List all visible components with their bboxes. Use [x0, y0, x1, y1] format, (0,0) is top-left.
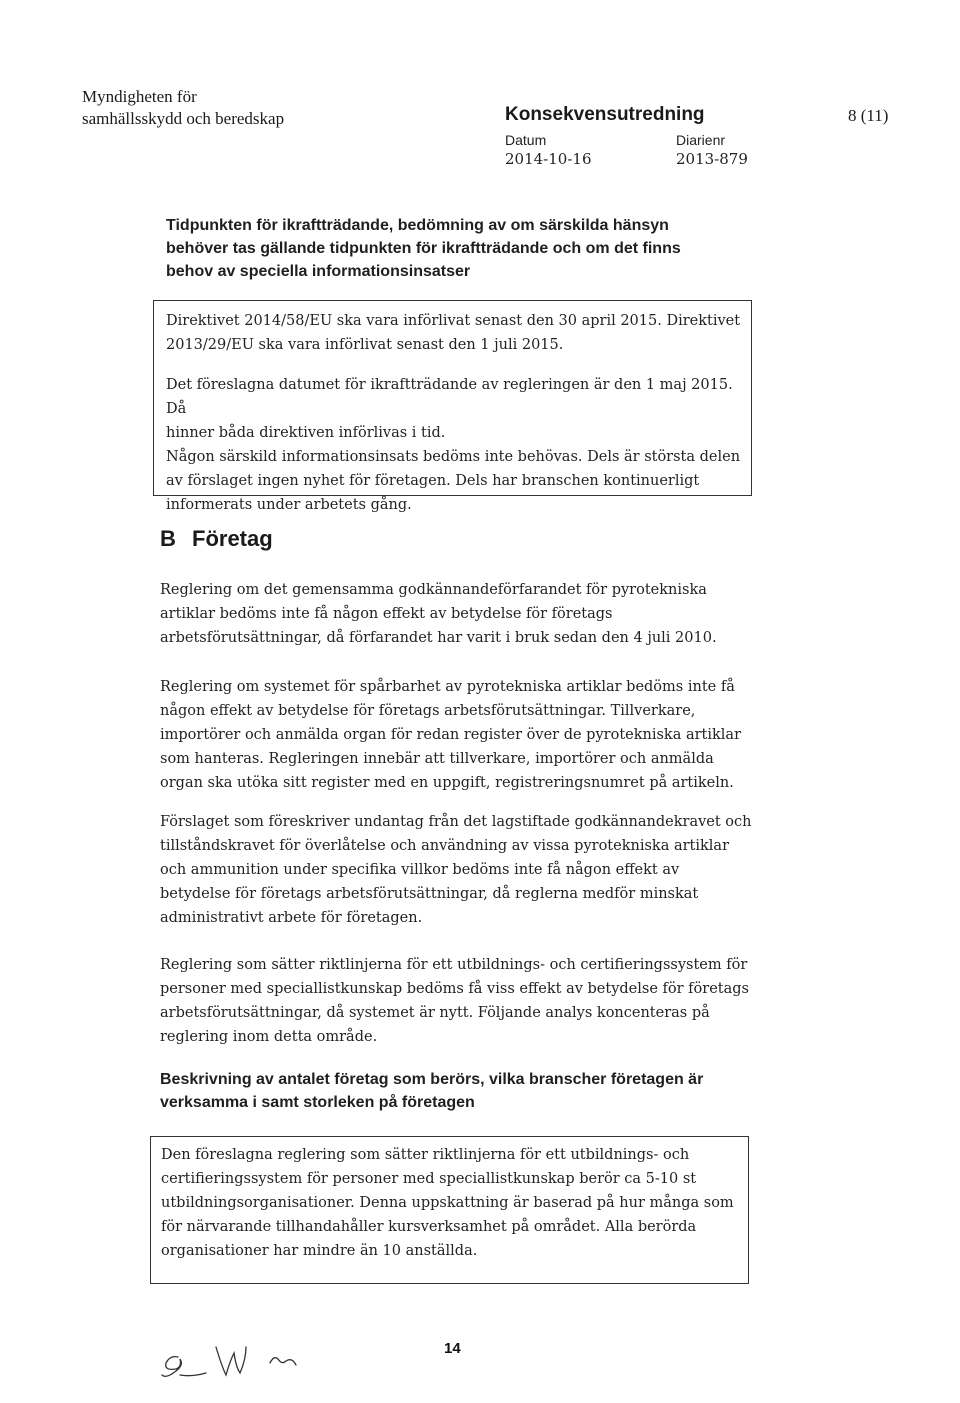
section-heading-companies: [160, 1068, 703, 1114]
handwritten-initials: [158, 1335, 338, 1385]
body-paragraph: [160, 578, 760, 650]
box-line: av förslaget ingen nyhet för företagen. Dels har branschen kontinuerligt: [166, 473, 700, 489]
section-heading-timing: [166, 214, 681, 283]
box-line: organisationer har mindre än 10 anställda.: [161, 1243, 478, 1259]
para-line: arbetsförutsättningar, då systemet är nytt. Följande analys koncenteras på: [160, 1005, 710, 1021]
organization-name: [82, 86, 284, 130]
heading-line: verksamma i samt storleken på företagen: [160, 1094, 475, 1111]
para-line: organ ska utöka sitt register med en uppgift, registreringsnumret på artikeln.: [160, 775, 734, 791]
registration-value: 2013-879: [676, 150, 748, 168]
para-line: reglering inom detta område.: [160, 1029, 378, 1045]
org-line-1: Myndigheten för: [82, 87, 197, 106]
body-paragraph: [160, 675, 760, 795]
para-line: Reglering som sätter riktlinjerna för ett utbildnings- och certifieringssystem för: [160, 957, 748, 973]
para-line: någon effekt av betydelse för företags arbetsförutsättningar. Tillverkare,: [160, 703, 696, 719]
box-line: 2013/29/EU ska vara införlivat senast den 1 juli 2015.: [166, 337, 564, 353]
body-paragraph: [160, 953, 760, 1049]
box-paragraph: [166, 373, 751, 517]
date-value: 2014-10-16: [505, 150, 592, 168]
box-line: för närvarande tillhandahåller kursverksamhet på området. Alla berörda: [161, 1219, 697, 1235]
page-number: 8 (11): [848, 106, 889, 125]
box-line: certifieringssystem för personer med speciallistkunskap berör ca 5-10 st: [161, 1171, 697, 1187]
box-line: Det föreslagna datumet för ikraftträdande av regleringen är den 1 maj 2015. Då: [166, 377, 733, 417]
para-line: personer med speciallistkunskap bedöms få viss effekt av betydelse för företags: [160, 981, 749, 997]
para-line: tillståndskravet för överlåtelse och användning av vissa pyrotekniska artiklar: [160, 838, 729, 854]
para-line: som hanteras. Regleringen innebär att tillverkare, importörer och anmälda: [160, 751, 714, 767]
heading-line: Beskrivning av antalet företag som berörs, vilka branscher företagen är: [160, 1071, 704, 1088]
heading-line: behov av speciella informationsinsatser: [166, 263, 471, 280]
date-label: Datum: [505, 132, 547, 148]
registration-label: Diarienr: [676, 132, 726, 148]
para-line: Reglering om systemet för spårbarhet av pyrotekniska artiklar bedöms inte få: [160, 679, 735, 695]
box-line: Någon särskild informationsinsats bedöms inte behövas. Dels är största delen: [166, 449, 741, 465]
para-line: arbetsförutsättningar, då förfarandet har varit i bruk sedan den 4 juli 2010.: [160, 630, 717, 646]
para-line: och ammunition under specifika villkor bedöms inte få någon effekt av: [160, 862, 680, 878]
footer-page-number: 14: [444, 1340, 461, 1357]
heading-line: Tidpunkten för ikraftträdande, bedömning av om särskilda hänsyn: [166, 217, 669, 234]
box-line: utbildningsorganisationer. Denna uppskattning är baserad på hur många som: [161, 1195, 734, 1211]
para-line: artiklar bedöms inte få någon effekt av betydelse för företags: [160, 606, 613, 622]
box-line: Direktivet 2014/58/EU ska vara införlivat senast den 30 april 2015. Direktivet: [166, 313, 741, 329]
box-paragraph: [166, 309, 751, 357]
companies-info-box: [150, 1136, 749, 1284]
timing-info-box: [153, 300, 752, 513]
section-title-foretag: B Företag: [160, 526, 273, 551]
para-line: Förslaget som föreskriver undantag från det lagstiftade godkännandekravet och: [160, 814, 752, 830]
box-line: hinner båda direktiven införlivas i tid.: [166, 425, 446, 441]
heading-line: behöver tas gällande tidpunkten för ikraftträdande och om det finns: [166, 240, 681, 257]
document-title: Konsekvensutredning: [505, 104, 705, 125]
para-line: administrativt arbete för företagen.: [160, 910, 423, 926]
para-line: betydelse för företags arbetsförutsättningar, då reglerna medför minskat: [160, 886, 699, 902]
box-line: Den föreslagna reglering som sätter riktlinjerna för ett utbildnings- och: [161, 1147, 690, 1163]
body-paragraph: [160, 810, 760, 930]
para-line: importörer och anmälda organ för redan register över de pyrotekniska artiklar: [160, 727, 742, 743]
para-line: Reglering om det gemensamma godkännandeförfarandet för pyrotekniska: [160, 582, 707, 598]
org-line-2: samhällsskydd och beredskap: [82, 109, 285, 128]
box-line: informerats under arbetets gång.: [166, 497, 412, 513]
